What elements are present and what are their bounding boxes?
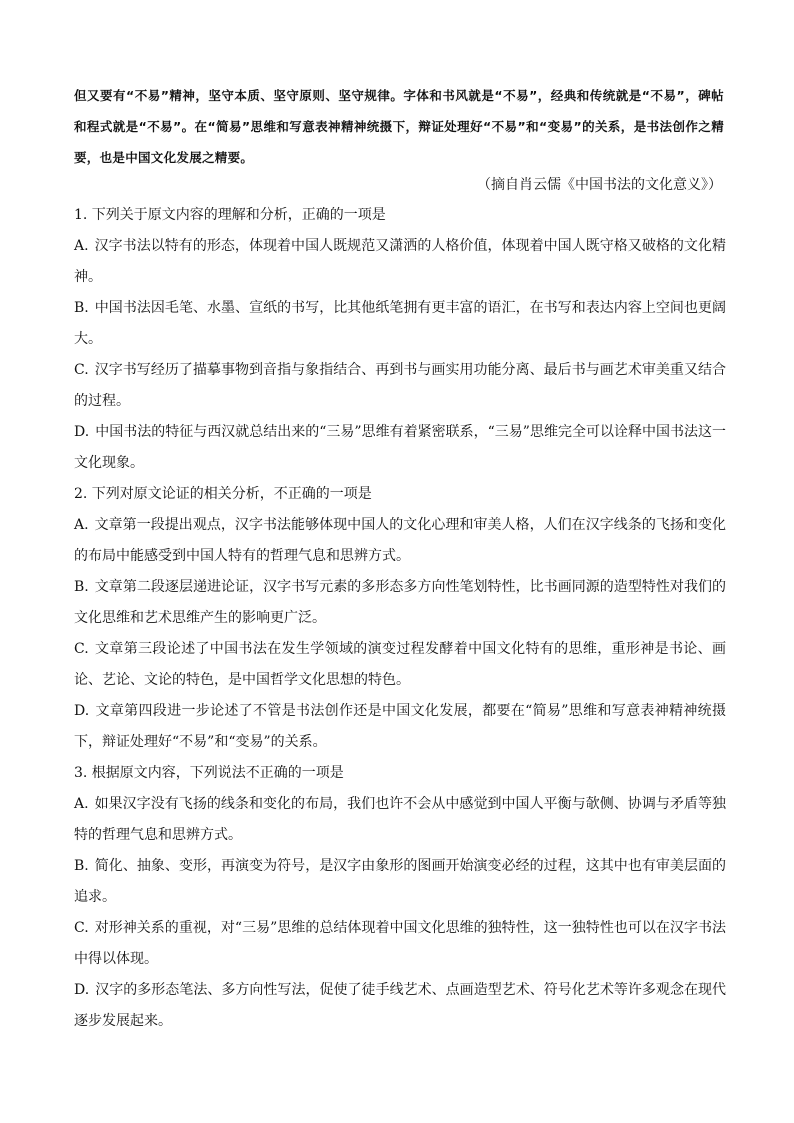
option-text: 文章第一段提出观点，汉字书法能够体现中国人的文化心理和审美人格，人们在汉字线条的飞扬和变化的布局中能感受到中国人特有的哲理气息和思辨方式。 bbox=[74, 517, 726, 564]
option-letter: C. bbox=[74, 920, 89, 936]
option-text: 文章第三段论述了中国书法在发生学领域的演变过程发酵着中国文化特有的思维，重形神是书论、画论、艺论、文论的特色，是中国哲学文化思想的特色。 bbox=[74, 641, 726, 688]
option-letter: B. bbox=[74, 300, 89, 316]
option-text: 汉字书法以特有的形态，体现着中国人既规范又潇洒的人格价值，体现着中国人既守格又破格的文化精神。 bbox=[74, 238, 726, 285]
option-a bbox=[74, 789, 726, 851]
option-text: 简化、抽象、变形，再演变为符号，是汉字由象形的图画开始演变必经的过程，这其中也有审美层面的追求。 bbox=[74, 858, 726, 905]
option-b bbox=[74, 572, 726, 634]
option-letter: C. bbox=[74, 362, 89, 378]
option-letter: A. bbox=[74, 796, 89, 812]
option-text: 汉字的多形态笔法、多方向性写法，促使了徒手线艺术、点画造型艺术、符号化艺术等许多观念在现代逐步发展起来。 bbox=[74, 982, 726, 1029]
option-letter: A. bbox=[74, 517, 89, 533]
option-c bbox=[74, 913, 726, 975]
option-letter: D. bbox=[74, 982, 90, 998]
option-letter: B. bbox=[74, 579, 89, 595]
option-letter: D. bbox=[74, 703, 90, 719]
question-2 bbox=[74, 479, 726, 758]
question-list bbox=[74, 200, 726, 1037]
option-text: 汉字书写经历了描摹事物到音指与象指结合、再到书与画实用功能分离、最后书与画艺术审美重又结合的过程。 bbox=[74, 362, 726, 409]
option-c bbox=[74, 634, 726, 696]
option-text: 对形神关系的重视，对“三易”思维的总结体现着中国文化思维的独特性，这一独特性也可以在汉字书法中得以体现。 bbox=[74, 920, 726, 967]
option-text: 文章第四段进一步论述了不管是书法创作还是中国文化发展，都要在“简易”思维和写意表神精神统摄下，辩证处理好“不易”和“变易”的关系。 bbox=[74, 703, 726, 750]
question-3 bbox=[74, 758, 726, 1037]
source-citation: （摘自肖云儒《中国书法的文化意义》） bbox=[477, 177, 722, 193]
option-c bbox=[74, 355, 726, 417]
question-stem: 3. 根据原文内容，下列说法不正确的一项是 bbox=[74, 765, 344, 781]
question-stem: 2. 下列对原文论证的相关分析，不正确的一项是 bbox=[74, 486, 372, 502]
option-letter: B. bbox=[74, 858, 89, 874]
option-d bbox=[74, 975, 726, 1037]
option-text: 文章第二段逐层递进论证，汉字书写元素的多形态多方向性笔划特性，比书画同源的造型特性对我们的文化思维和艺术思维产生的影响更广泛。 bbox=[74, 579, 726, 626]
option-b bbox=[74, 293, 726, 355]
option-letter: C. bbox=[74, 641, 89, 657]
option-a bbox=[74, 231, 726, 293]
question-stem: 1. 下列关于原文内容的理解和分析，正确的一项是 bbox=[74, 207, 386, 223]
option-text: 中国书法因毛笔、水墨、宣纸的书写，比其他纸笔拥有更丰富的语汇，在书写和表达内容上空间也更阔大。 bbox=[74, 300, 726, 347]
option-letter: D. bbox=[74, 424, 90, 440]
option-letter: A. bbox=[74, 238, 89, 254]
option-a bbox=[74, 510, 726, 572]
option-d bbox=[74, 417, 726, 479]
option-text: 如果汉字没有飞扬的线条和变化的布局，我们也许不会从中感觉到中国人平衡与欹侧、协调与矛盾等独特的哲理气息和思辨方式。 bbox=[74, 796, 726, 843]
passage-paragraph: 但又要有“不易”精神，坚守本质、坚守原则、坚守规律。字体和书风就是“不易”，经典和传统就是“不易”，碑帖和程式就是“不易”。在“简易”思维和写意表神精神统摄下，辩证处理好“不易”和“变易”的关系，是书法创作之精要，也是中国文化发展之精要。 bbox=[74, 88, 724, 165]
option-b bbox=[74, 851, 726, 913]
option-text: 中国书法的特征与西汉就总结出来的“三易”思维有着紧密联系，“三易”思维完全可以诠释中国书法这一文化现象。 bbox=[74, 424, 726, 471]
question-1 bbox=[74, 200, 726, 479]
passage-tail bbox=[74, 80, 724, 173]
option-d bbox=[74, 696, 726, 758]
